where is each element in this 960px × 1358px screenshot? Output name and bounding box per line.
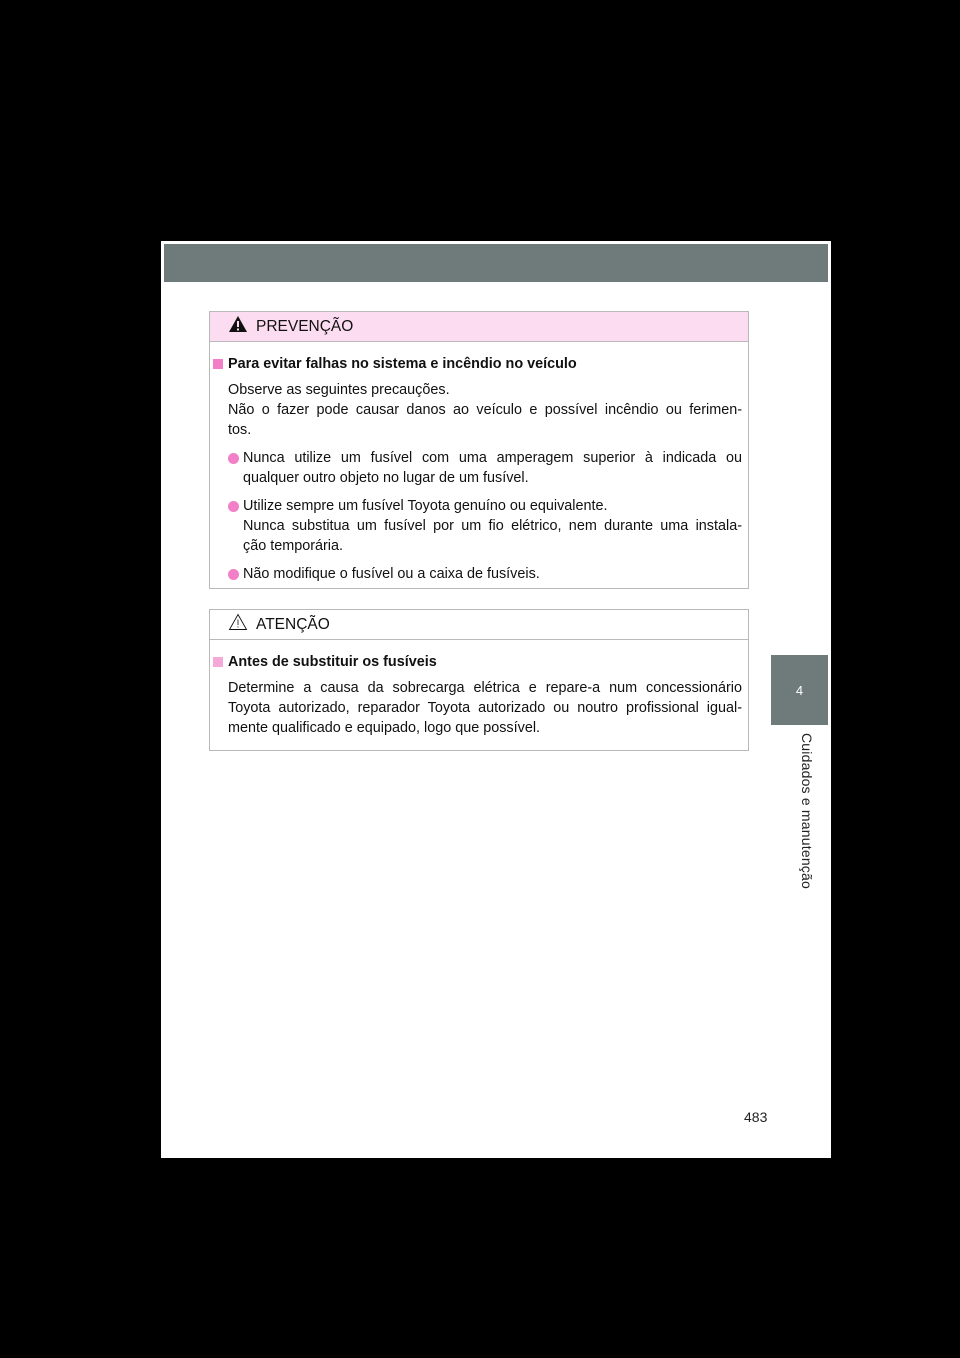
page-number: 483 (744, 1109, 768, 1125)
warning-header (210, 312, 748, 342)
manual-page (161, 241, 831, 1158)
notice-header (210, 610, 748, 640)
notice-title: ATENÇÃO (256, 615, 330, 633)
chapter-label: Cuidados e manutenção (799, 733, 815, 889)
notice-paragraph: Determine a causa da sobrecarga elétrica e repare-a num concessionário Toyota autorizado, reparador Toyota autorizado ou noutro profissional igual- mente qualificado e equipado, logo que possível. (228, 680, 742, 736)
chapter-number: 4 (795, 682, 804, 698)
warning-heading: Para evitar falhas no sistema e incêndio no veículo (213, 354, 742, 374)
list-item: Nunca utilize um fusível com uma amperagem superior à indicada ou qualquer outro objeto no lugar de um fusível. (213, 448, 742, 488)
warning-intro: Observe as seguintes precauções. Não o fazer pode causar danos ao veículo e possível incêndio ou ferimen- tos. (228, 382, 742, 438)
header-bar (164, 244, 828, 282)
warning-title: PREVENÇÃO (256, 317, 354, 335)
warning-box (209, 311, 749, 589)
warning-body (210, 342, 748, 584)
list-item: Não modifique o fusível ou a caixa de fusíveis. (213, 564, 742, 584)
notice-body (210, 640, 748, 738)
warning-triangle-filled-icon (228, 315, 248, 338)
square-bullet-icon (213, 657, 223, 667)
round-bullet-icon (228, 569, 239, 580)
notice-heading: Antes de substituir os fusíveis (213, 652, 742, 672)
list-item: Utilize sempre um fusível Toyota genuíno ou equivalente. Nunca substitua um fusível por um fio elétrico, nem durante uma instala- ção temporária. (213, 496, 742, 556)
square-bullet-icon (213, 359, 223, 369)
warning-triangle-outline-icon (228, 613, 248, 636)
round-bullet-icon (228, 453, 239, 464)
notice-box (209, 609, 749, 751)
chapter-tab (771, 655, 828, 725)
round-bullet-icon (228, 501, 239, 512)
